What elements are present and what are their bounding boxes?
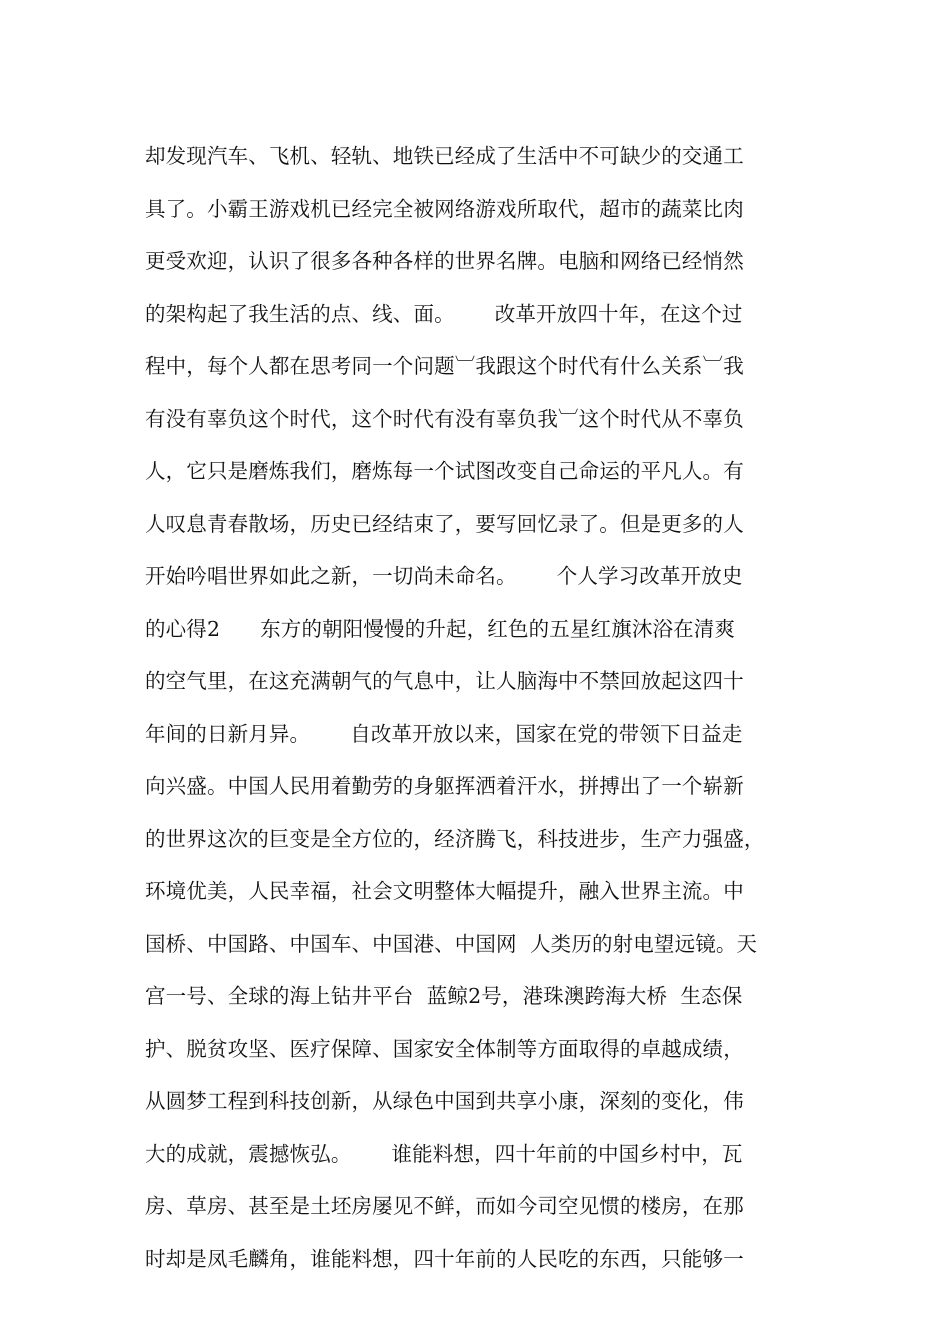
text-line: 向兴盛。中国人民用着勤劳的身躯挥洒着汗水，拼搏出了一个崭新 [145,774,744,798]
text-line: 程中，每个人都在思考同一个问题︺我跟这个时代有什么关系︺我 [145,354,744,378]
text-line: 的世界这次的巨变是全方位的，经济腾飞，科技进步，生产力强盛， [145,826,765,851]
body-text [145,130,815,1285]
text-line: 的心得2 东方的朝阳慢慢的升起，红色的五星红旗沐浴在清爽 [145,616,736,641]
text-line: 人，它只是磨炼我们，磨炼每一个试图改变自己命运的平凡人。有 [145,459,744,483]
text-line: 宫一号、全球的海上钻井平台 蓝鲸2号，港珠澳跨海大桥 生态保 [145,984,743,1008]
text-line: 开始吟唱世界如此之新，一切尚未命名。 个人学习改革开放史 [145,564,743,588]
text-line: 房、草房、甚至是土坯房屡见不鲜，而如今司空见惯的楼房，在那 [145,1194,744,1218]
text-line: 的空气里，在这充满朝气的气息中，让人脑海中不禁回放起这四十 [145,669,744,693]
text-line: 从圆梦工程到科技创新，从绿色中国到共享小康，深刻的变化，伟 [145,1089,744,1113]
text-line: 却发现汽车、飞机、轻轨、地铁已经成了生活中不可缺少的交通工 [145,144,744,168]
text-line: 具了。小霸王游戏机已经完全被网络游戏所取代，超市的蔬菜比肉 [145,196,744,221]
text-line: 更受欢迎，认识了很多各种各样的世界名牌。电脑和网络已经悄然 [145,249,744,273]
text-line: 护、脱贫攻坚、医疗保障、国家安全体制等方面取得的卓越成绩， [145,1036,744,1061]
text-line: 有没有辜负这个时代，这个时代有没有辜负我︺这个时代从不辜负 [145,406,744,431]
text-line: 时却是凤毛麟角，谁能料想，四十年前的人民吃的东西，只能够一 [145,1246,744,1271]
text-line: 人叹息青春散场，历史已经结束了，要写回忆录了。但是更多的人 [145,511,744,536]
text-line: 大的成就，震撼恢弘。 谁能料想，四十年前的中国乡村中，瓦 [145,1141,743,1166]
text-line: 环境优美，人民幸福，社会文明整体大幅提升，融入世界主流。中 [145,879,744,903]
text-line: 国桥、中国路、中国车、中国港、中国网 人类历的射电望远镜。天 [145,931,758,956]
text-line: 的架构起了我生活的点、线、面。 改革开放四十年，在这个过 [145,301,743,326]
text-line: 年间的日新月异。 自改革开放以来，国家在党的带领下日益走 [145,721,743,746]
